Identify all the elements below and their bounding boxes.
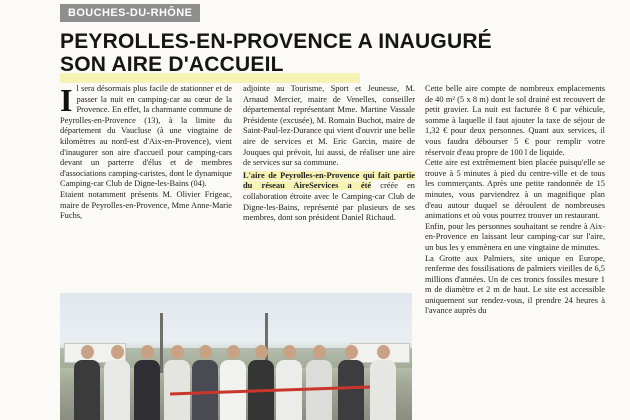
col3-paragraph-3: Enfin, pour les personnes souhaitant se rendre à Aix-en-Provence en laissant leur camping-car sur l'aire, un bus les y emmènera en une vingtaine de minutes. [425,221,605,252]
photo-person [192,345,218,420]
col3-paragraph-4: La Grotte aux Palmiers, site unique en Europe, renferme des fossilisations de palmiers vieilles de 6,5 millions d'années. Un de ces troncs fossiles mesure 1 m de diamètre et 2 m de haut. Le site est accessible uniquement sur rendez-vous, il prendre 24 heures à l'avance auprès du [425,253,605,316]
photo-person [104,345,130,420]
col2-lead-text: L'aire de Peyrolles-en-Provence qui fait partie du réseau AireServices a été [243,170,415,191]
col3-paragraph-1: Cette belle aire compte de nombreux emplacements de 40 m² (5 x 8 m) dont le sol drainé est recouvert de petit gravier. La nuit est facturée 8 € par véhicule, somme à laquelle il faut ajouter la taxe de séjour de 1,32 € pour deux personnes. Quant aux services, il vous faudra débourser 5 € pour remplir votre réservoir d'eau propre de 100 l de liquide. [425,84,605,157]
col2-text-rest: créée en collaboration étroite avec le Camping-car Club de Digne-les-Bains, représenté par plusieurs de ses membres, dont son président Daniel Richaud. [243,181,415,223]
article-column-3 [425,84,605,420]
section-tag: BOUCHES-DU-RHÔNE [60,4,200,22]
photo-person [306,345,332,420]
inauguration-photo [60,293,412,420]
photo-person [338,345,364,420]
col2-paragraph-2 [243,171,415,224]
photo-person [134,345,160,420]
photo-person [370,345,396,420]
headline [60,30,580,76]
article-column-1 [60,84,232,289]
col1-text-1: l sera désormais plus facile de stationner et de passer la nuit en camping-car au cœur de la Provence. En effet, la charmante commune de Peyrolles-en-Provence (13), à la limite du département du Vaucluse (à une vingtaine de kilomètres au nord-est d'Aix-en-Provence), vient d'inaugurer son aire d'accueil pour camping-cars devant un parterre d'élus et de membres d'associations camping-caristes, dont le dynamique Camping-car Club de Digne-les-Bains (04). [60,84,232,189]
headline-line-2: SON AIRE D'ACCUEIL [60,53,284,76]
photo-pole [160,313,163,373]
photo-person [164,345,190,420]
photo-person [74,345,100,420]
photo-person [276,345,302,420]
drop-cap: I [60,84,73,118]
photo-person [248,345,274,420]
col3-paragraph-2: Cette aire est extrêmement bien placée puisqu'elle se trouve à 5 minutes à pied du centre-ville et de tous les commerçants. Après une petite randonnée de 15 minutes, vous parviendrez à un magnifique plan d'eau autour duquel se déroulent de nombreuses animations et où vous pourrez trouver un restaurant. [425,158,605,221]
col1-paragraph-1 [60,84,232,190]
photo-person [220,345,246,420]
article-column-2 [243,84,415,289]
col2-paragraph-1: adjointe au Tourisme, Sport et Jeunesse, M. Arnaud Mercier, maire de Venelles, conseiller départemental représentant Mme. Martine Vassale Présidente (excusée), M. Romain Buchot, maire de Saint-Paul-lez-Durance qui vient d'ouvrir une belle aire de services et M. Eric Garcin, maire de Jouques qui prévoit, lui aussi, de réaliser une aire de services sur sa commune. [243,84,415,168]
col1-paragraph-2: Etaient notamment présents M. Olivier Frigeac, maire de Peyrolles-en-Provence, Mme Anne-Marie Fuchs, [60,189,232,221]
headline-line-1: PEYROLLES-EN-PROVENCE A INAUGURÉ [60,30,492,53]
